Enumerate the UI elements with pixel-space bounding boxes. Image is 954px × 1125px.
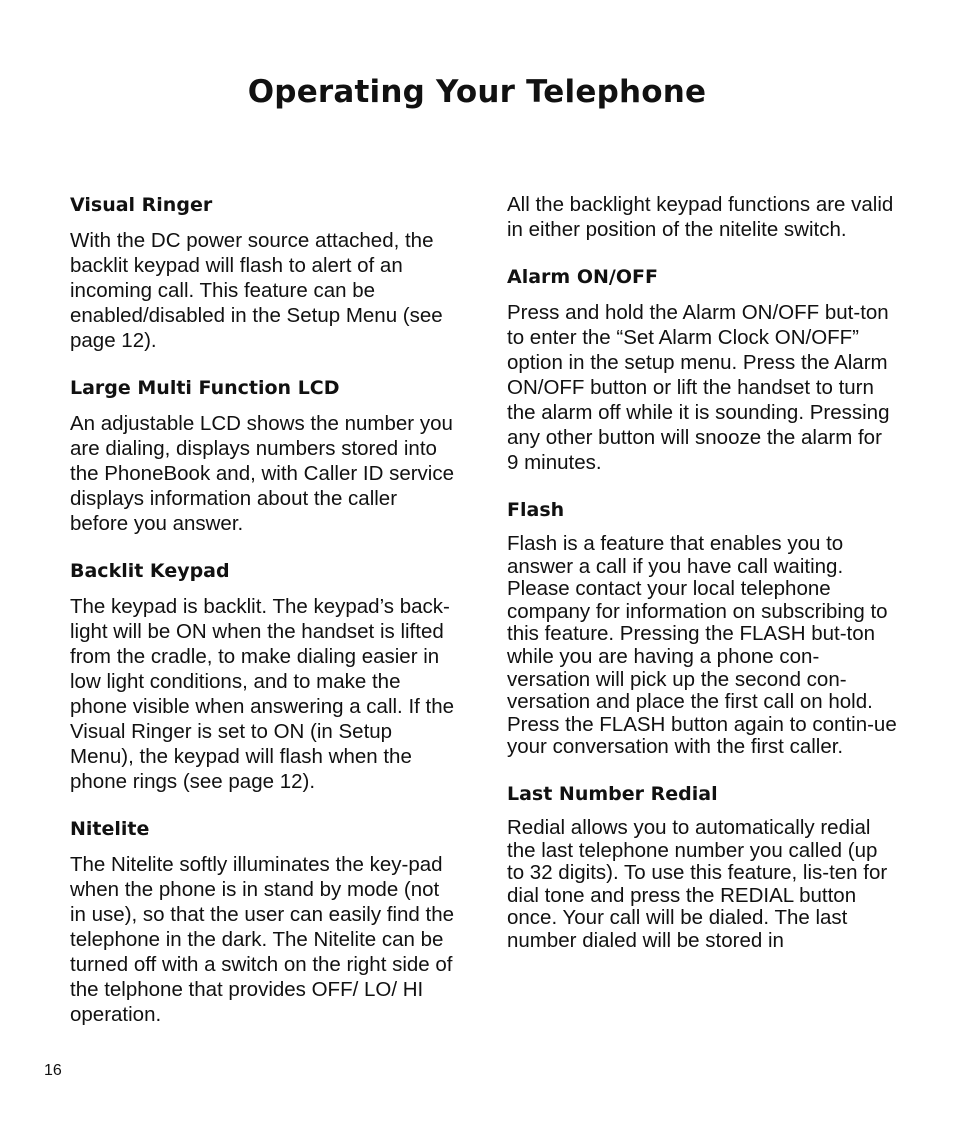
section-heading: Visual Ringer bbox=[70, 194, 213, 216]
left-column bbox=[70, 192, 458, 1049]
section-text: With the DC power source attached, the backlit keypad will flash to alert of an incoming call. This feature can be enabled/disabled in the Setup Menu (see page 12). bbox=[70, 229, 443, 352]
section-text: Press and hold the Alarm ON/OFF but-ton to enter the “Set Alarm Clock ON/OFF” option in the setup menu. Press the Alarm ON/OFF button or lift the handset to turn the alarm off while it is sounding. Pressing any other button will snooze the alarm for 9 minutes. bbox=[507, 301, 890, 474]
right-column bbox=[507, 192, 897, 975]
page-number: 16 bbox=[44, 1062, 62, 1079]
section-heading: Nitelite bbox=[70, 818, 150, 840]
section-alarm-on-off bbox=[507, 264, 897, 475]
section-heading: Alarm ON/OFF bbox=[507, 266, 658, 288]
section-heading: Large Multi Function LCD bbox=[70, 377, 340, 399]
section-text: Flash is a feature that enables you to answer a call if you have call waiting. Please contact your local telephone company for information on subscribing to this feature. Pressing the FLASH but-ton while you are having a phone con-versation will pick up the second con-versation and place the first call on hold. Press the FLASH button again to contin-ue your conversation with the first caller. bbox=[507, 532, 897, 759]
section-text: The keypad is backlit. The keypad’s back-light will be ON when the handset is lifted from the cradle, to make dialing easier in low light conditions, and to make the phone visible when answering a call. If the Visual Ringer is set to ON (in Setup Menu), the keypad will flash when the phone rings (see page 12). bbox=[70, 595, 455, 793]
nitelite-continuation-text: All the backlight keypad functions are valid in either position of the nitelite switch. bbox=[507, 193, 894, 241]
section-heading: Backlit Keypad bbox=[70, 560, 230, 582]
section-text: An adjustable LCD shows the number you are dialing, displays numbers stored into the PhoneBook and, with Caller ID service displays information about the caller before you answer. bbox=[70, 412, 455, 535]
section-heading: Last Number Redial bbox=[507, 782, 718, 805]
page-title: Operating Your Telephone bbox=[247, 74, 707, 110]
section-backlit-keypad bbox=[70, 558, 458, 794]
section-text: Redial allows you to automatically redial the last telephone number you called (up to 32 digits). To use this feature, lis-ten for dial tone and press the REDIAL button once. Your call will be dialed. The last number dialed will be stored in bbox=[507, 815, 888, 952]
section-flash bbox=[507, 497, 897, 759]
section-visual-ringer bbox=[70, 192, 458, 353]
section-text: The Nitelite softly illuminates the key-pad when the phone is in stand by mode (not in use), so that the user can easily find the telephone in the dark. The Nitelite can be turned off with a switch on the right side of the telphone that provides OFF/ LO/ HI operation. bbox=[70, 853, 455, 1026]
section-large-multi-function-lcd bbox=[70, 375, 458, 536]
section-last-number-redial bbox=[507, 781, 897, 953]
section-heading: Flash bbox=[507, 499, 565, 521]
section-nitelite bbox=[70, 816, 458, 1027]
